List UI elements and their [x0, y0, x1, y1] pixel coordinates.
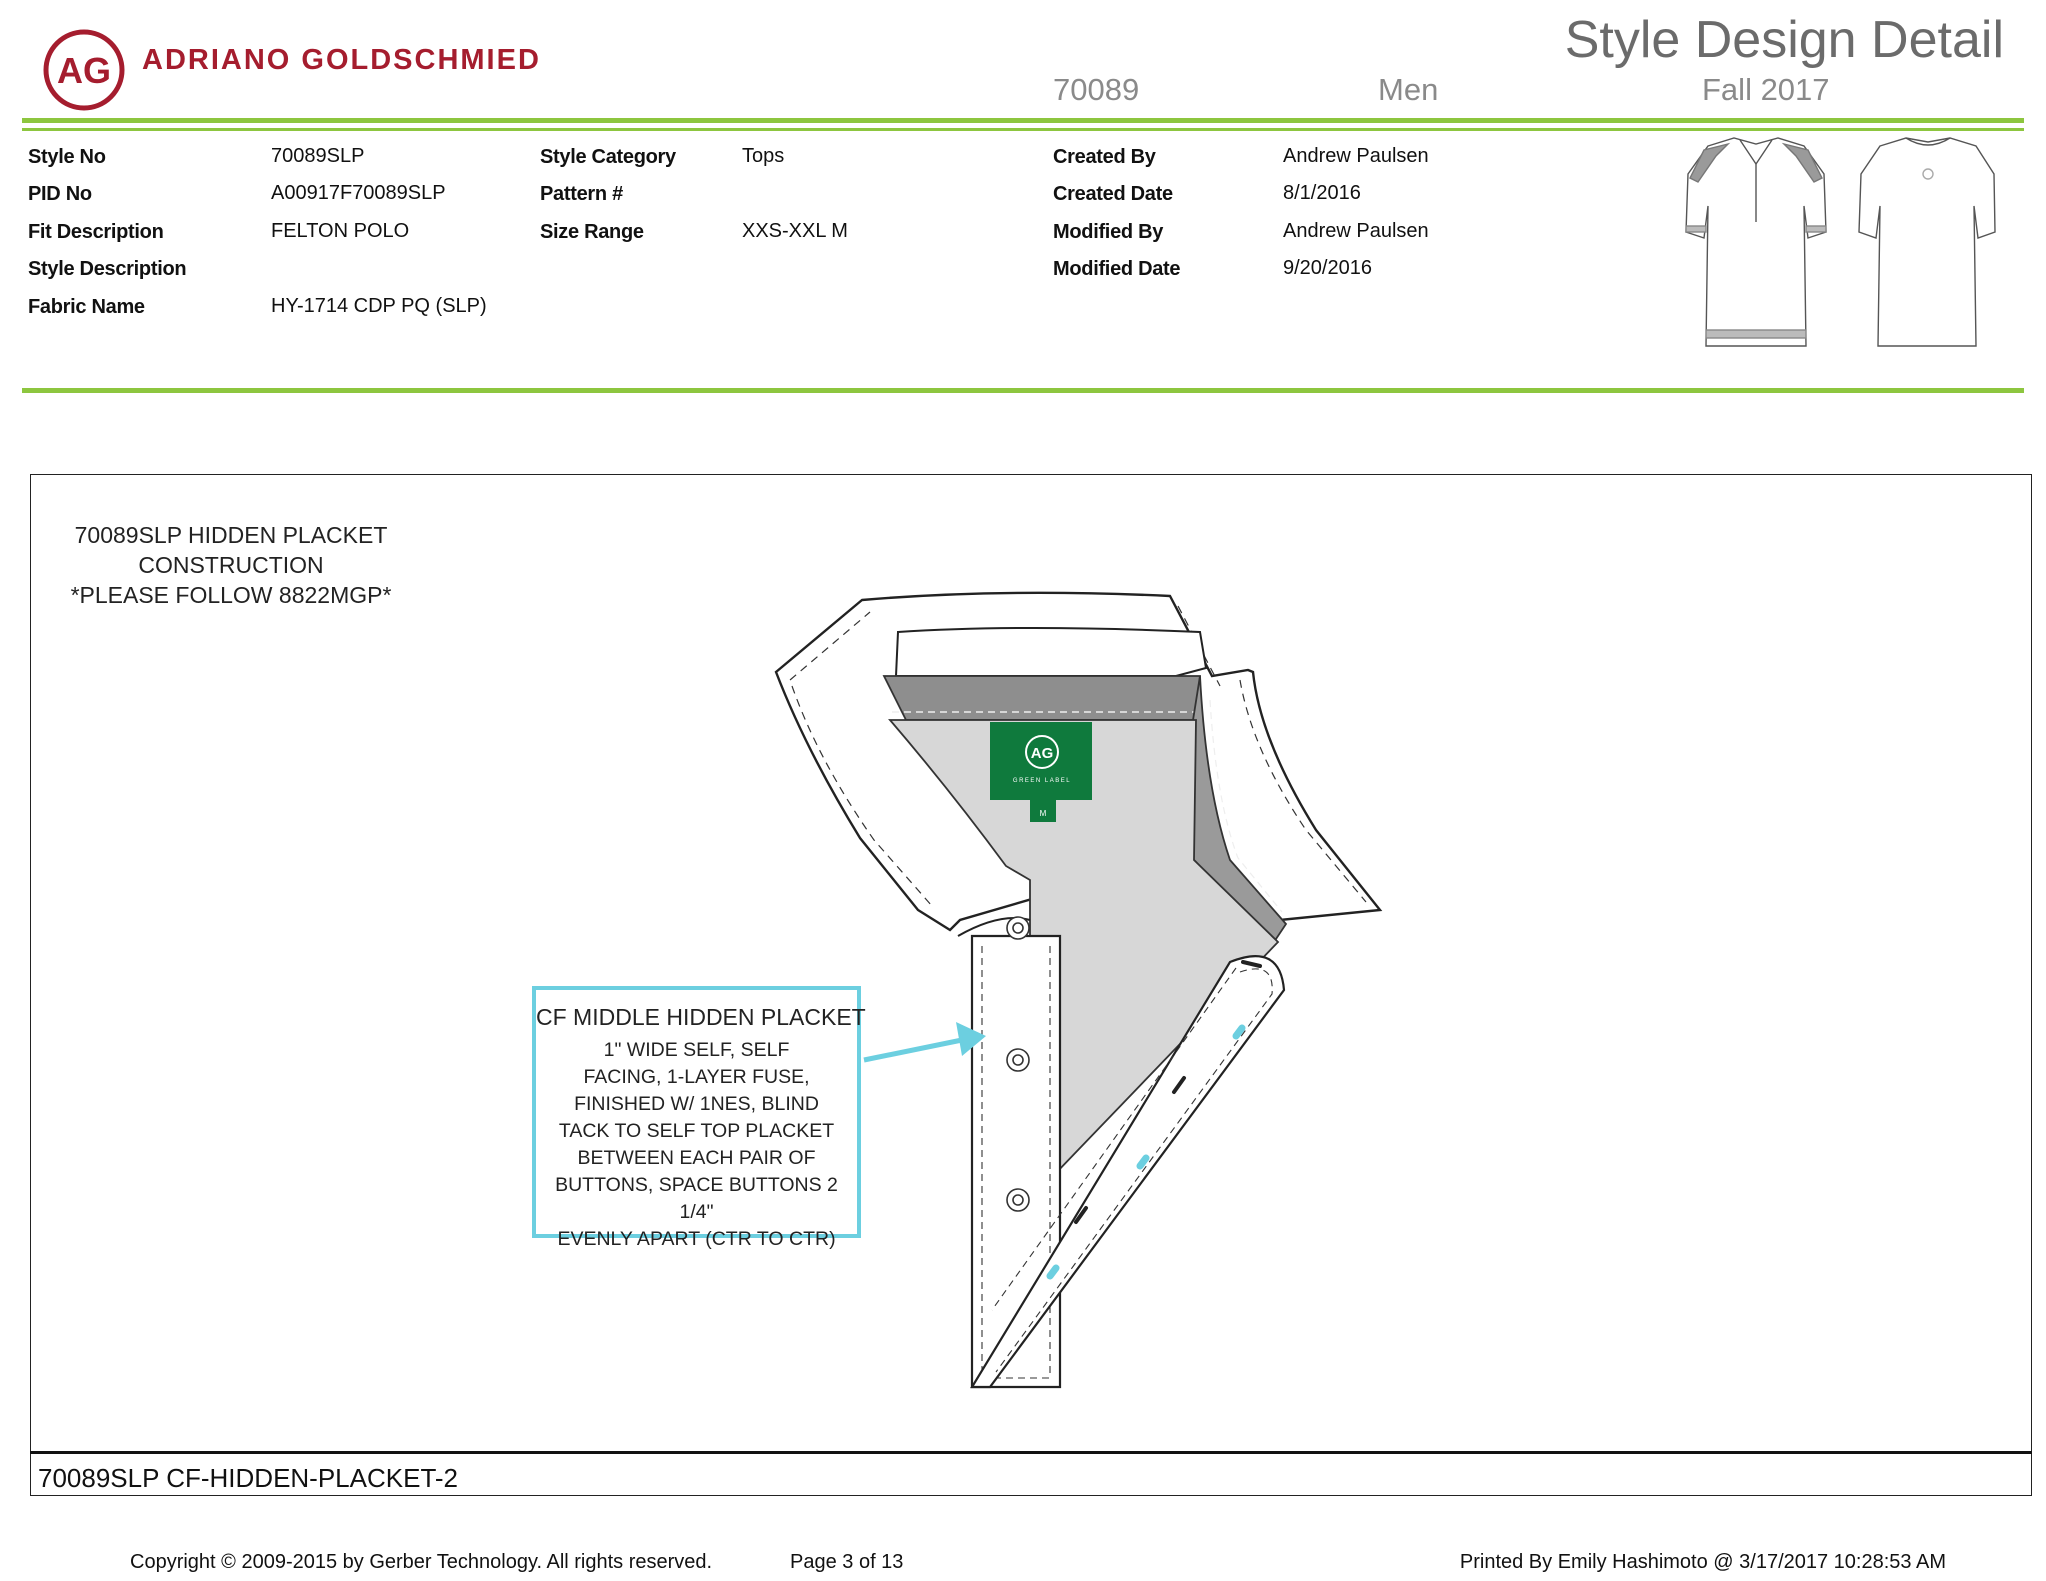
pid-no-value: A00917F70089SLP: [271, 182, 446, 204]
caption-divider: [30, 1451, 2032, 1454]
header-divider: [22, 118, 2024, 123]
polo-back-thumbnail-icon: [1859, 138, 1995, 346]
callout-line-6: BUTTONS, SPACE BUTTONS 2 1/4": [555, 1174, 838, 1223]
brand-logo-icon: [42, 28, 126, 112]
modified-by-label: Modified By: [1053, 221, 1164, 243]
header-style-number: 70089: [1053, 72, 1140, 107]
fit-description-label: Fit Description: [28, 221, 164, 243]
header-gender: Men: [1378, 72, 1439, 107]
modified-date-value: 9/20/2016: [1283, 257, 1372, 279]
neck-inner-shell: [896, 628, 1206, 676]
size-range-label: Size Range: [540, 221, 644, 243]
style-category-value: Tops: [742, 145, 785, 167]
modified-by-value: Andrew Paulsen: [1283, 220, 1429, 242]
label-mark: AG: [1030, 745, 1054, 762]
footer-page-number: Page 3 of 13: [790, 1551, 904, 1573]
size-range-value: XXS-XXL M: [742, 220, 848, 242]
style-no-value: 70089SLP: [271, 145, 365, 167]
header-season: Fall 2017: [1702, 72, 1830, 107]
callout-line-3: FINISHED W/ 1NES, BLIND: [574, 1093, 819, 1115]
sketch-caption: 70089SLP CF-HIDDEN-PLACKET-2: [38, 1463, 459, 1493]
construction-note-line-1: 70089SLP HIDDEN PLACKET: [74, 522, 388, 548]
created-by-label: Created By: [1053, 146, 1156, 168]
brand-logo-mark: AG: [57, 50, 111, 91]
neck-band: [884, 676, 1200, 720]
document-title: Style Design Detail: [1564, 11, 2004, 69]
callout-body: [536, 1037, 857, 1253]
construction-note-line-2: CONSTRUCTION: [138, 552, 324, 578]
label-size: M: [1039, 809, 1047, 818]
fabric-name-value: HY-1714 CDP PQ (SLP): [271, 295, 487, 317]
footer-copyright: Copyright © 2009-2015 by Gerber Technology. All rights reserved.: [130, 1551, 713, 1573]
label-text: GREEN LABEL: [1012, 778, 1072, 784]
callout-line-4: TACK TO SELF TOP PLACKET: [558, 1120, 835, 1142]
brand-name: ADRIANO GOLDSCHMIED: [142, 44, 541, 76]
callout-title: CF MIDDLE HIDDEN PLACKET: [536, 1004, 866, 1030]
style-no-label: Style No: [28, 146, 106, 168]
pid-no-label: PID No: [28, 183, 92, 205]
construction-note-line-3: *PLEASE FOLLOW 8822MGP*: [70, 582, 392, 608]
placket-callout: [532, 986, 866, 1250]
fabric-name-label: Fabric Name: [28, 296, 145, 318]
footer-printed-by: Printed By Emily Hashimoto @ 3/17/2017 10:28:53 AM: [1459, 1551, 1946, 1573]
callout-line-5: BETWEEN EACH PAIR OF: [577, 1147, 816, 1169]
modified-date-label: Modified Date: [1053, 258, 1181, 280]
created-date-value: 8/1/2016: [1283, 182, 1361, 204]
garment-thumbnails: [1656, 134, 1996, 354]
polo-front-thumbnail-icon: [1686, 138, 1826, 346]
style-description-label: Style Description: [28, 258, 187, 280]
style-category-label: Style Category: [540, 146, 676, 168]
header-divider-thin: [22, 128, 2024, 131]
callout-line-2: FACING, 1-LAYER FUSE,: [583, 1066, 810, 1088]
fit-description-value: FELTON POLO: [271, 220, 410, 242]
construction-note: [56, 520, 406, 610]
callout-line-1: 1" WIDE SELF, SELF: [603, 1039, 790, 1061]
details-divider: [22, 388, 2024, 393]
created-date-label: Created Date: [1053, 183, 1173, 205]
callout-arrow-line: [864, 1040, 962, 1060]
pattern-label: Pattern #: [540, 183, 623, 205]
callout-line-7: EVENLY APART (CTR TO CTR): [557, 1228, 836, 1250]
created-by-value: Andrew Paulsen: [1283, 145, 1429, 167]
